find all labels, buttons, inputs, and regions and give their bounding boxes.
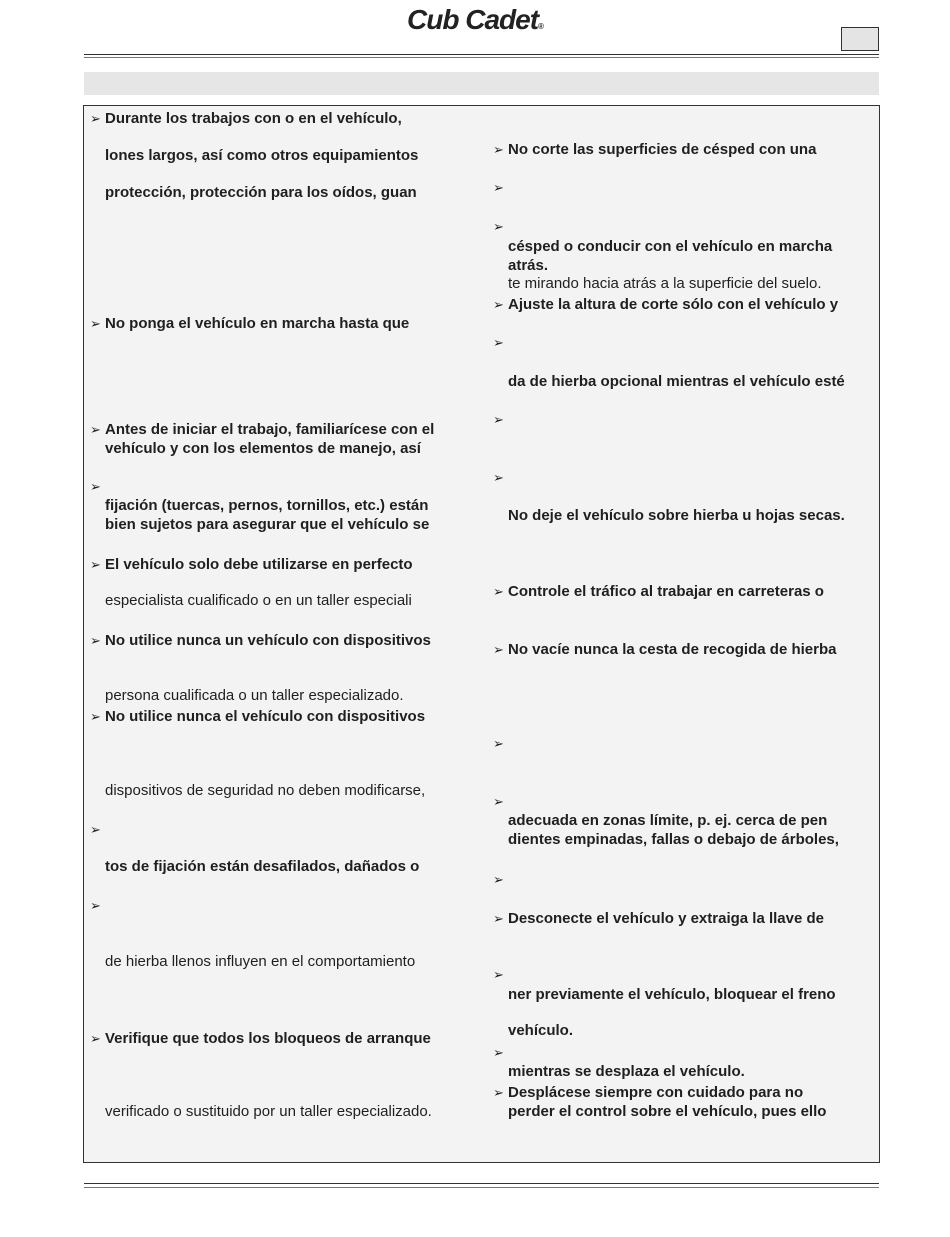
text-line: perder el control sobre el vehículo, pues ello — [508, 1103, 827, 1120]
text-line: fijación (tuercas, pernos, tornillos, etc.) están — [105, 497, 429, 514]
text-line: dientes empinadas, fallas o debajo de árboles, — [508, 831, 839, 848]
text-line: da de hierba opcional mientras el vehículo esté — [508, 373, 845, 390]
bullet-arrow-icon: ➢ — [90, 633, 101, 648]
text-line: Verifique que todos los bloqueos de arranque — [105, 1030, 431, 1047]
header-rule-secondary — [84, 57, 879, 58]
bullet-arrow-icon: ➢ — [493, 967, 504, 982]
text-line: ner previamente el vehículo, bloquear el freno — [508, 986, 836, 1003]
text-line: vehículo. — [508, 1022, 574, 1039]
bullet-arrow-icon: ➢ — [90, 479, 101, 494]
bullet-arrow-icon: ➢ — [90, 822, 101, 837]
bullet-arrow-icon: ➢ — [493, 1045, 504, 1060]
bullet-arrow-icon: ➢ — [493, 335, 504, 350]
bullet-arrow-icon: ➢ — [493, 911, 504, 926]
text-line: te mirando hacia atrás a la superficie del suelo. — [508, 275, 822, 292]
text-line: adecuada en zonas límite, p. ej. cerca de pen — [508, 812, 828, 829]
header-rule — [84, 54, 879, 55]
text-line: Durante los trabajos con o en el vehículo, — [105, 110, 402, 127]
bullet-arrow-icon: ➢ — [493, 872, 504, 887]
bullet-arrow-icon: ➢ — [90, 557, 101, 572]
text-line: bien sujetos para asegurar que el vehículo se — [105, 516, 430, 533]
registered-mark: ® — [538, 22, 543, 31]
text-line: césped o conducir con el vehículo en marcha — [508, 238, 833, 255]
bullet-arrow-icon: ➢ — [90, 898, 101, 913]
section-title-bar — [84, 72, 879, 95]
text-line: Antes de iniciar el trabajo, familiarícese con el — [105, 421, 435, 438]
bullet-arrow-icon: ➢ — [493, 1085, 504, 1100]
bullet-arrow-icon: ➢ — [493, 297, 504, 312]
brand-logo — [0, 4, 950, 36]
bullet-arrow-icon: ➢ — [493, 642, 504, 657]
text-line: No corte las superficies de césped con una — [508, 141, 817, 158]
text-line: No utilice nunca el vehículo con dispositivos — [105, 708, 426, 725]
bullet-arrow-icon: ➢ — [493, 736, 504, 751]
bullet-arrow-icon: ➢ — [90, 111, 101, 126]
bullet-arrow-icon: ➢ — [493, 219, 504, 234]
bullet-arrow-icon: ➢ — [493, 584, 504, 599]
text-line: atrás. — [508, 257, 549, 274]
page-number-box — [841, 27, 879, 51]
footer-rule-secondary — [84, 1187, 879, 1188]
text-line: Controle el tráfico al trabajar en carreteras o — [508, 583, 824, 600]
bullet-arrow-icon: ➢ — [493, 180, 504, 195]
text-line: Desplácese siempre con cuidado para no — [508, 1084, 804, 1101]
bullet-arrow-icon: ➢ — [90, 1031, 101, 1046]
bullet-arrow-icon: ➢ — [493, 412, 504, 427]
text-line: No vacíe nunca la cesta de recogida de hierba — [508, 641, 837, 658]
bullet-arrow-icon: ➢ — [90, 422, 101, 437]
text-line: mientras se desplaza el vehículo. — [508, 1063, 745, 1080]
text-line: vehículo y con los elementos de manejo, así — [105, 440, 421, 457]
brand-logo-text: Cub Cadet — [407, 4, 539, 35]
footer-rule — [84, 1183, 879, 1184]
text-line: No ponga el vehículo en marcha hasta que — [105, 315, 410, 332]
text-line: No utilice nunca un vehículo con dispositivos — [105, 632, 431, 649]
text-line: especialista cualificado o en un taller especiali — [105, 592, 412, 609]
content-panel — [83, 105, 880, 1163]
text-line: tos de fijación están desafilados, dañados o — [105, 858, 420, 875]
text-line: No deje el vehículo sobre hierba u hojas secas. — [508, 507, 845, 524]
text-line: Ajuste la altura de corte sólo con el vehículo y — [508, 296, 839, 313]
text-line: El vehículo solo debe utilizarse en perfecto — [105, 556, 413, 573]
bullet-arrow-icon: ➢ — [493, 470, 504, 485]
text-line: persona cualificada o un taller especializado. — [105, 687, 404, 704]
bullet-arrow-icon: ➢ — [90, 316, 101, 331]
text-line: lones largos, así como otros equipamientos — [105, 147, 419, 164]
text-line: Desconecte el vehículo y extraiga la llave de — [508, 910, 824, 927]
text-line: de hierba llenos influyen en el comportamiento — [105, 953, 416, 970]
bullet-arrow-icon: ➢ — [90, 709, 101, 724]
text-line: protección, protección para los oídos, guan — [105, 184, 417, 201]
bullet-arrow-icon: ➢ — [493, 142, 504, 157]
bullet-arrow-icon: ➢ — [493, 794, 504, 809]
text-line: dispositivos de seguridad no deben modificarse, — [105, 782, 426, 799]
text-line: verificado o sustituido por un taller especializado. — [105, 1103, 432, 1120]
